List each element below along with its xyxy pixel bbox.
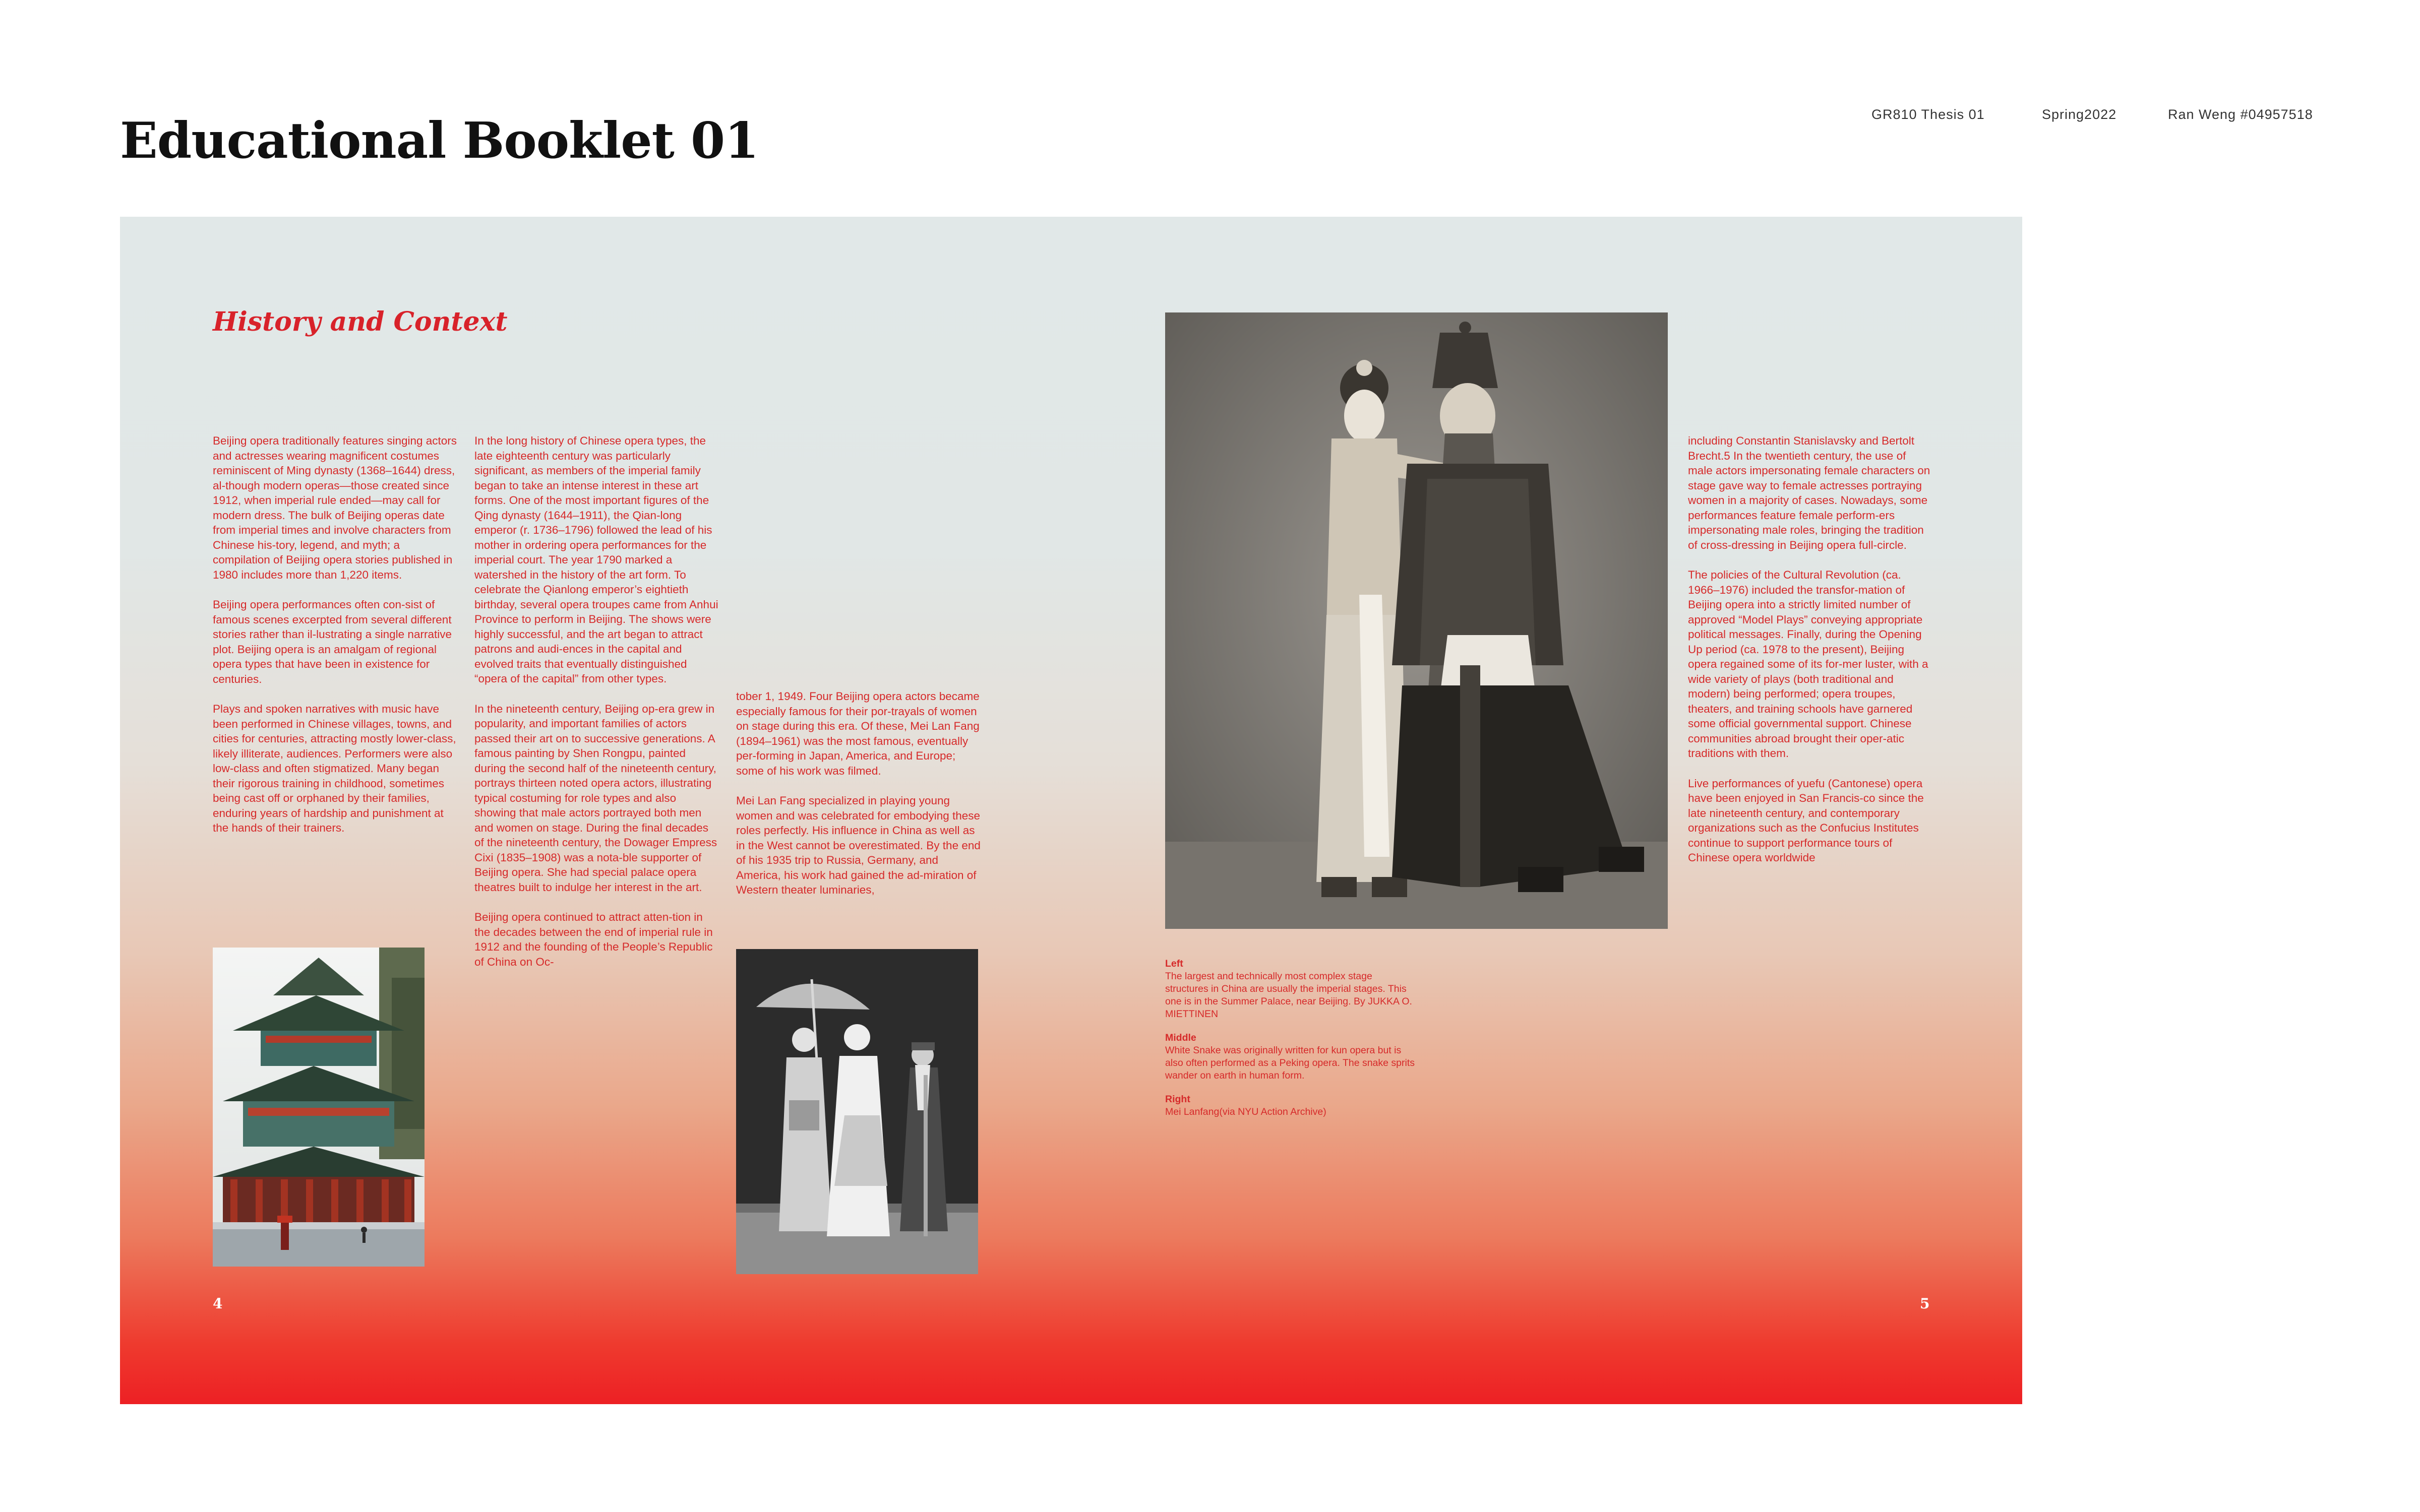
paragraph: Beijing opera traditionally features singing actors and actresses wearing magnificent costumes reminiscent of Ming dynasty (1368–1644) dress, al-though modern operas—those created since 1912, when imperial rule ended—may call for modern dress. The bulk of Beijing operas date from imperial times and involve characters from Chinese his-tory, legend, and myth; a compilation of Beijing opera stories published in 1980 includes more than 1,220 items. bbox=[213, 434, 457, 581]
booklet-spread bbox=[120, 217, 2022, 1404]
text-column-2 bbox=[474, 433, 719, 984]
paragraph: Beijing opera performances often con-sist of famous scenes excerpted from several different stories rather than il-lustrating a single narrative plot. Beijing opera is an amalgam of regional opera types that have been in existence for centuries. bbox=[213, 598, 452, 685]
imperial-stage-photo bbox=[213, 948, 425, 1267]
paragraph: The policies of the Cultural Revolution (ca. 1966–1976) included the transfor-mation of Beijing opera into a strictly limited number of approved “Model Plays” conveying appropriate political messages. Finally, during the Opening Up period (ca. 1978 to the present), Beijing opera regained some of its for-mer luster, with a wide variety of plays (both traditional and modern) being performed; opera troupes, theaters, and training schools have garnered some official governmental support. Chinese communities abroad brought their oper-atic traditions with them. bbox=[1688, 569, 1928, 760]
caption-middle-label: Middle bbox=[1165, 1032, 1196, 1043]
author-id: Ran Weng #04957518 bbox=[2168, 107, 2313, 122]
page-number-left: 4 bbox=[213, 1295, 223, 1312]
paragraph: In the nineteenth century, Beijing op-era grew in popularity, and important families of actors passed their art on to successive generations. A famous painting by Shen Rongpu, painted during the second half of the nineteenth century, portrays thirteen noted opera actors, illustrating typical costuming for role types and also showing that male actors portrayed both men and women on stage. During the final decades of the nineteenth century, the Dowager Empress Cixi (1835–1908) was a nota-ble supporter of Beijing opera. She had special palace opera theatres built to indulge her interest in the art. bbox=[474, 702, 717, 894]
paragraph: Live performances of yuefu (Cantonese) opera have been enjoyed in San Francis-co since the late nineteenth century, and contemporary organizations such as the Confucius Institutes continue to support performance tours of Chinese opera worldwide bbox=[1688, 777, 1924, 864]
paragraph: Beijing opera continued to attract atten-tion in the decades between the end of imperial rule in 1912 and the founding of the People’s Republic of China on Oc- bbox=[474, 911, 713, 968]
text-column-3 bbox=[736, 689, 981, 913]
paragraph: tober 1, 1949. Four Beijing opera actors became especially famous for their por-trayals of women on stage during this era. Of these, Mei Lan Fang (1894–1961) was the most famous, eventually per-forming in Japan, America, and Europe; some of his work was filmed. bbox=[736, 690, 980, 777]
mei-lanfang-photo bbox=[1165, 312, 1668, 929]
text-column-4 bbox=[1688, 433, 1932, 880]
caption-left-label: Left bbox=[1165, 958, 1183, 969]
section-heading: History and Context bbox=[213, 306, 508, 337]
caption-left-text: The largest and technically most complex stage structures in China are usually the imperial stages. This one is in the Summer Palace, near Beijing. By JUKKA O. MIETTINEN bbox=[1165, 971, 1412, 1020]
paragraph: Mei Lan Fang specialized in playing young women and was celebrated for embodying these roles perfectly. His influence in China as well as in the West cannot be overestimated. By the end of his 1935 trip to Russia, Germany, and America, his work had gained the ad-miration of Western theater luminaries, bbox=[736, 794, 981, 896]
term-label: Spring2022 bbox=[2042, 107, 2117, 122]
paragraph: Plays and spoken narratives with music have been performed in Chinese villages, towns, and cities for centuries, attracting mostly lower-class, likely illiterate, audiences. Performers were also low-class and often stigmatized. Many began their rigorous training in childhood, sometimes being cast off or orphaned by their families, enduring years of hardship and punishment at the hands of their trainers. bbox=[213, 703, 456, 834]
paragraph: including Constantin Stanislavsky and Bertolt Brecht.5 In the twentieth century, the use of male actors impersonating female characters on stage gave way to female actresses portraying women in a majority of cases. Nowadays, some performances feature female perform-ers impersonating male roles, bringing the tradition of cross-dressing in Beijing opera full-circle. bbox=[1688, 434, 1930, 551]
course-code: GR810 Thesis 01 bbox=[1871, 107, 1985, 122]
paragraph: In the long history of Chinese opera types, the late eighteenth century was particularly significant, as members of the imperial family began to take an intense interest in these art forms. One of the most important figures of the Qing dynasty (1644–1911), the Qian-long emperor (r. 1736–1796) followed the lead of his mother in ordering opera performances for the imperial court. The year 1790 marked a watershed in the history of the art form. To celebrate the Qianlong emperor’s eightieth birthday, several opera troupes came from Anhui Province to perform in Beijing. The shows were highly successful, and the art began to attract patrons and audi-ences in the capital and evolved traits that eventually distinguished “opera of the capital” from other types. bbox=[474, 434, 718, 685]
caption-right-text: Mei Lanfang(via NYU Action Archive) bbox=[1165, 1106, 1326, 1117]
text-column-1 bbox=[213, 433, 457, 851]
booklet-title: Educational Booklet 01 bbox=[120, 112, 759, 170]
white-snake-opera-photo bbox=[736, 949, 978, 1274]
caption-right-label: Right bbox=[1165, 1094, 1190, 1105]
page-number-right: 5 bbox=[1920, 1295, 1930, 1312]
photo-captions bbox=[1165, 958, 1417, 1129]
caption-middle-text: White Snake was originally written for kun opera but is also often performed as a Peking opera. The snake sprits wander on earth in human form. bbox=[1165, 1045, 1415, 1081]
